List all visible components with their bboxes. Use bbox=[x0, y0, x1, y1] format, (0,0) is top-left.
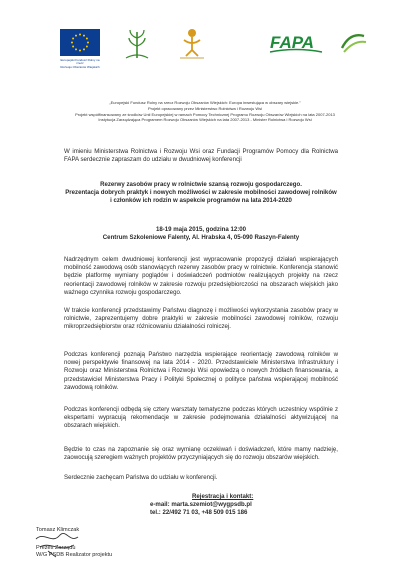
contact-email[interactable]: e-mail: marta.szemiot@wygpsdb.pl bbox=[150, 501, 252, 508]
logo-bar bbox=[60, 26, 360, 69]
fapa-logo-mark bbox=[268, 28, 324, 58]
invitation-paragraph: W imieniu Ministerstwa Rolnictwa i Rozwoju Wsi oraz Fundacji Programów Pomocy dla Rolnictwa FAPA serdecznie zapraszam do udziału w dwudniowej konferencji bbox=[64, 148, 338, 164]
contact-block bbox=[150, 493, 270, 517]
psdb-mark-icon bbox=[338, 28, 368, 58]
signatory-role-line-1: Prezes Zarządu bbox=[36, 545, 76, 551]
eu-stars-icon bbox=[60, 29, 100, 56]
paragraph-program: W trakcie konferencji przedstawimy Państwu diagnozę i możliwości wykorzystania zasobów pracy w rolnictwie, zaprezentujemy dobre praktyki w zakresie mobilności zawodowej rolników, rozwoju mikroprzedsiębiorstw oraz różnicowaniu działalności rolniczej. bbox=[64, 307, 338, 331]
paragraph-goal: Nadrzędnym celem dwudniowej konferencji jest wypracowanie propozycji działań wspierających mobilność zawodową osób stanowiących rezerwy zasobów pracy w rolnictwie. Konferencja stanowić będzie platformę wymiany poglądów i doświadczeń podmiotów realizujących projekty na rzecz reorientacji zawodowej rolników w zakresie rozwoju przedsiębiorczości na obszarach wiejskich jako ważnego czynnika rozwoju gospodarczego. bbox=[64, 256, 338, 296]
prow-logo bbox=[120, 26, 154, 60]
paragraph-workshops: Podczas konferencji odbędą się cztery warsztaty tematyczne podczas których uczestnicy wspólnie z ekspertami wypracują rekomendacje w zakresie podejmowania działalności aktywizującej na obszarach wiejskich. bbox=[64, 406, 338, 430]
date-place-block bbox=[64, 226, 338, 242]
leader-figure-icon bbox=[174, 26, 210, 60]
header-line-2: Projekt opracowany przez Ministerstwo Rolnictwa i Rozwoju Wsi bbox=[147, 105, 263, 111]
header-line-1: „Europejski Fundusz Rolny na rzecz Rozwoju Obszarów Wiejskich: Europa inwestująca w obszary wiejskie.” bbox=[109, 100, 301, 105]
paragraph-tools: Podczas konferencji poznają Państwo narzędzia wspierające reorientację zawodową rolników w nowej perspektywie finansowej na lata 2014 - 2020. Przedstawiciele Ministerstwa Infrastruktury i Rozwoju oraz Ministerstwa Rolnictwa i Rozwoju Wsi opowiedzą o nowych źródłach finansowania, a przedstawiciel Ministerstwa Pracy i Polityki Społecznej o polityce państwa wspierającej mobilność zawodową rolników. bbox=[64, 351, 338, 391]
signatory-role-line-2: W/G PSDB Realizator projektu bbox=[36, 552, 113, 558]
eu-caption-line-1: Europejski Fundusz Rolny na rzecz bbox=[60, 58, 100, 66]
psdb-logo bbox=[338, 26, 368, 60]
eu-caption bbox=[58, 59, 102, 69]
fapa-logo bbox=[268, 26, 324, 60]
contact-heading: Rejestracja i kontakt: bbox=[192, 493, 254, 500]
conference-date: 18-19 maja 2015, godzina 12:00 bbox=[155, 226, 247, 233]
signatory-name: Tomasz Klimczak bbox=[36, 527, 80, 533]
wheat-icon bbox=[122, 26, 152, 60]
signatory-role bbox=[36, 545, 112, 559]
eu-caption-line-2: Rozwoju Obszarów Wiejskich bbox=[60, 64, 100, 69]
paragraph-closing: Serdecznie zachęcam Państwa do udziału w konferencji. bbox=[64, 474, 218, 481]
fapa-logo-text: FAPA bbox=[270, 33, 315, 52]
paragraph-exchange: Będzie to czas na zapoznanie się oraz wymianę oczekiwań i doświadczeń, które mamy nadzieję, zaowocują szeregiem ważnych projektów przyczyniających się do rozwoju obszarów wiejskich. bbox=[64, 446, 338, 462]
header-line-3: Projekt współfinansowany ze środków Unii Europejskiej w ramach Pomocy Technicznej Programu Rozwoju Obszarów Wiejskich na lata 2007-2013 bbox=[75, 111, 335, 117]
conference-title bbox=[64, 181, 338, 205]
eu-flag-logo bbox=[60, 29, 100, 69]
conference-title-line-1: Rezerwy zasobów pracy w rolnictwie szansą rozwoju gospodarczego. bbox=[100, 181, 302, 188]
funding-header bbox=[60, 100, 350, 123]
leader-logo bbox=[172, 26, 212, 60]
header-line-4: Instytucja Zarządzająca Programem Rozwoju Obszarów Wiejskich na lata 2007-2013 - Minister Rolnictwa i Rozwoju Wsi bbox=[98, 117, 312, 123]
conference-title-line-2: Prezentacja dobrych praktyk i nowych możliwości w zakresie mobilności zawodowej rolników i członków ich rodzin w aspekcie programów na lata 2014-2020 bbox=[65, 188, 337, 204]
conference-place: Centrum Szkoleniowe Falenty, Al. Hrabska 4, 05-090 Raszyn-Falenty bbox=[102, 234, 300, 241]
contact-phone: tel.: 22/492 71 03, +48 509 015 186 bbox=[150, 509, 248, 516]
